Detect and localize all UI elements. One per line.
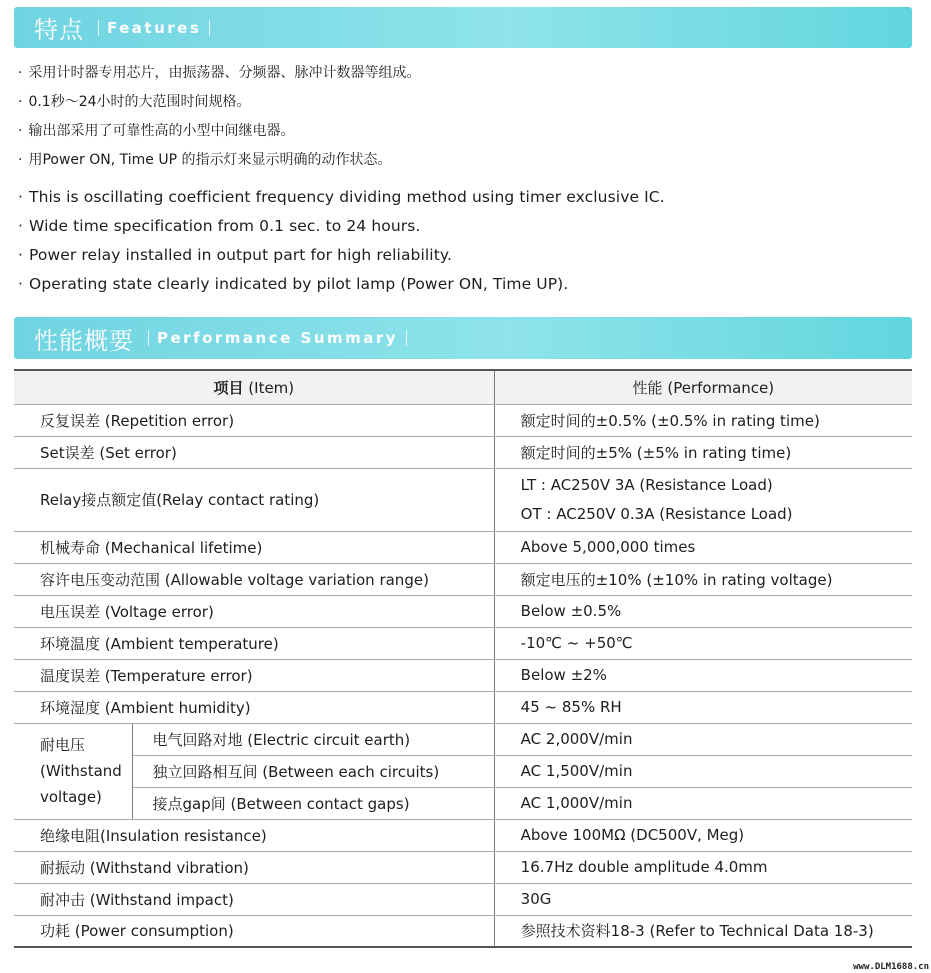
list-item: · 输出部采用了可靠性高的小型中间继电器。 [18,117,420,146]
banner-separator [406,330,407,346]
summary-banner [14,317,912,359]
list-item: · Wide time specification from 0.1 sec. to 24 hours. [18,212,665,241]
row-item: 电压误差 (Voltage error) [14,595,494,627]
row-value: 16.7Hz double amplitude 4.0mm [494,851,912,883]
header-perf-en: (Performance) [667,378,775,397]
withstand-label-line: 耐电压 [40,736,86,754]
row-item: 耐冲击 (Withstand impact) [14,883,494,915]
row-item: 温度误差 (Temperature error) [14,659,494,691]
table-header-row [14,370,912,404]
table-row [14,851,912,883]
row-item: Relay接点额定值(Relay contact rating) [14,468,494,531]
row-value: -10℃ ~ +50℃ [494,627,912,659]
withstand-label-line: voltage) [40,788,102,806]
relay-lt-value: LT : AC250V 3A (Resistance Load) [520,475,773,494]
list-item: · 用Power ON, Time UP 的指示灯来显示明确的动作状态。 [18,146,420,175]
list-item: · Power relay installed in output part for high reliability. [18,241,665,270]
row-item: 反复误差 (Repetition error) [14,404,494,436]
features-title-zh: 特点 [34,16,84,44]
row-item: Set误差 (Set error) [14,436,494,468]
table-row [14,468,912,531]
row-value: Above 5,000,000 times [494,531,912,563]
banner-separator [209,20,210,36]
row-item: 耐振动 (Withstand vibration) [14,851,494,883]
summary-title-zh: 性能概要 [34,326,134,355]
banner-separator [98,20,99,36]
table-row [14,659,912,691]
row-value [494,468,912,531]
row-value: 额定时间的±5% (±5% in rating time) [494,436,912,468]
banner-separator [148,330,149,346]
row-item: 电气回路对地 (Electric circuit earth) [132,723,494,755]
row-item: 环境温度 (Ambient temperature) [14,627,494,659]
list-item: · Operating state clearly indicated by pilot lamp (Power ON, Time UP). [18,270,665,299]
table-row [14,595,912,627]
table-row [14,563,912,595]
row-value: 额定时间的±0.5% (±0.5% in rating time) [494,404,912,436]
row-item: 绝缘电阻(Insulation resistance) [14,819,494,851]
table-row [14,531,912,563]
row-item: 独立回路相互间 (Between each circuits) [132,755,494,787]
row-value: Below ±2% [494,659,912,691]
table-row [14,723,912,755]
features-list-en [18,183,665,299]
table-row [14,819,912,851]
row-item: 接点gap间 (Between contact gaps) [132,787,494,819]
header-performance [494,370,912,404]
row-item: 环境湿度 (Ambient humidity) [14,691,494,723]
row-item: 功耗 (Power consumption) [14,915,494,947]
list-item: · 采用计时器专用芯片，由振荡器、分频器、脉冲计数器等组成。 [18,59,420,88]
row-value: Below ±0.5% [494,595,912,627]
table-row [14,691,912,723]
list-item: · This is oscillating coefficient frequency dividing method using timer exclusive IC. [18,183,665,212]
table-row [14,915,912,947]
header-perf-zh: 性能 [632,378,663,397]
table-row [14,404,912,436]
table-row [14,787,912,819]
table-row [14,755,912,787]
features-title-en: Features [107,18,202,37]
header-item-en: (Item) [248,378,295,397]
withstand-voltage-label [14,723,132,819]
performance-table [14,369,912,948]
header-item [14,370,494,404]
row-value: AC 1,000V/min [494,787,912,819]
features-banner [14,7,912,48]
row-item: 机械寿命 (Mechanical lifetime) [14,531,494,563]
withstand-label-line: (Withstand [40,762,122,780]
row-value: 额定电压的±10% (±10% in rating voltage) [494,563,912,595]
list-item: · 0.1秒～24小时的大范围时间规格。 [18,88,420,117]
row-item: 容许电压变动范围 (Allowable voltage variation range) [14,563,494,595]
relay-ot-value: OT : AC250V 0.3A (Resistance Load) [520,504,793,523]
features-list-zh [18,59,420,175]
summary-title-en: Performance Summary [157,329,399,347]
watermark: www.DLM1688.cn [853,962,929,972]
row-value: 45 ~ 85% RH [494,691,912,723]
row-value: 30G [494,883,912,915]
row-value: 参照技术资料18-3 (Refer to Technical Data 18-3) [494,915,912,947]
table-row [14,436,912,468]
table-row [14,883,912,915]
row-value: Above 100MΩ (DC500V, Meg) [494,819,912,851]
header-item-zh: 项目 [213,378,244,397]
row-value: AC 1,500V/min [494,755,912,787]
table-row [14,627,912,659]
row-value: AC 2,000V/min [494,723,912,755]
